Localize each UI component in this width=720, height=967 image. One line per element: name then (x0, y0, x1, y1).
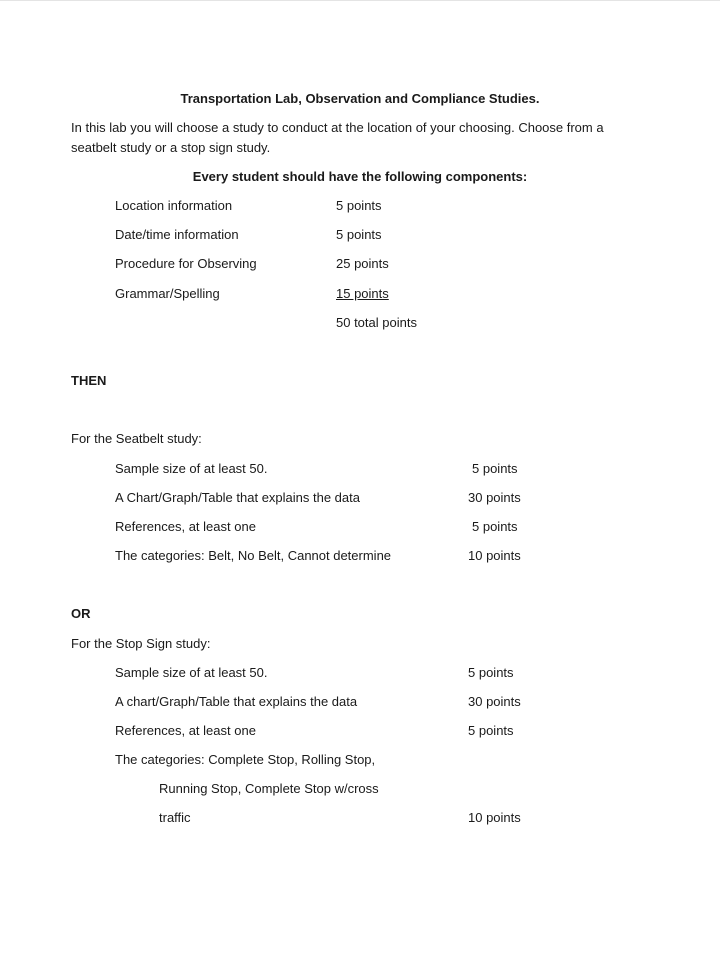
component-label: Location information (115, 198, 233, 213)
component-points-underlined: 15 points (336, 286, 389, 301)
component-label: Date/time information (115, 227, 239, 242)
component-label: Grammar/Spelling (115, 286, 220, 301)
seatbelt-item-points: 30 points (468, 490, 521, 505)
seatbelt-item-label: Sample size of at least 50. (115, 461, 268, 476)
components-heading: Every student should have the following components: (192, 169, 528, 184)
seatbelt-heading: For the Seatbelt study: (71, 431, 202, 446)
then-label: THEN (71, 373, 107, 388)
component-points: 5 points (336, 198, 382, 213)
component-points: 5 points (336, 227, 382, 242)
document-title: Transportation Lab, Observation and Compliance Studies. (180, 91, 540, 106)
page-top-border (0, 0, 720, 1)
component-points: 25 points (336, 256, 389, 271)
stopsign-item-points: 5 points (468, 665, 514, 680)
seatbelt-item-label: The categories: Belt, No Belt, Cannot determine (115, 548, 392, 563)
intro-line-1: In this lab you will choose a study to conduct at the location of your choosing. Choose from a (71, 120, 604, 135)
stopsign-categories-line-3: traffic (159, 810, 191, 825)
seatbelt-item-points: 10 points (468, 548, 521, 563)
seatbelt-item-label: A Chart/Graph/Table that explains the data (115, 490, 360, 505)
stopsign-item-label: Sample size of at least 50. (115, 665, 268, 680)
stopsign-heading: For the Stop Sign study: (71, 636, 211, 651)
components-total: 50 total points (336, 315, 417, 330)
seatbelt-item-points: 5 points (472, 461, 518, 476)
seatbelt-item-points: 5 points (472, 519, 518, 534)
or-label: OR (71, 606, 91, 621)
stopsign-categories-points: 10 points (468, 810, 521, 825)
component-label: Procedure for Observing (115, 256, 257, 271)
stopsign-item-points: 5 points (468, 723, 514, 738)
stopsign-categories-line-1: The categories: Complete Stop, Rolling Stop, (115, 752, 376, 767)
stopsign-item-label: References, at least one (115, 723, 256, 738)
intro-line-2: seatbelt study or a stop sign study. (71, 140, 271, 155)
stopsign-item-points: 30 points (468, 694, 521, 709)
stopsign-item-label: A chart/Graph/Table that explains the data (115, 694, 358, 709)
stopsign-categories-line-2: Running Stop, Complete Stop w/cross (159, 781, 379, 796)
seatbelt-item-label: References, at least one (115, 519, 256, 534)
